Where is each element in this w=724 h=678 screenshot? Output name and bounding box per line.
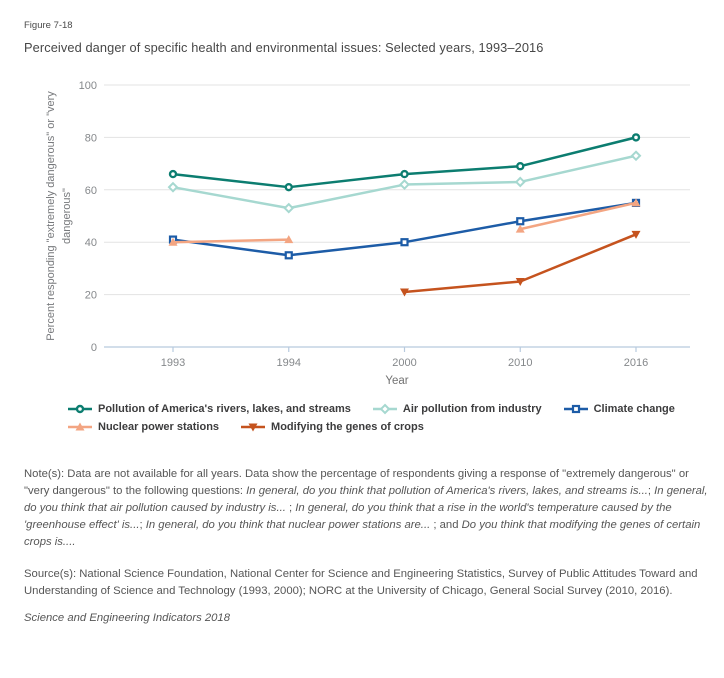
square-marker-icon (517, 218, 523, 224)
notes-segment: In general, do you think that nuclear power stations are... (145, 519, 434, 531)
circle-marker-icon (633, 134, 639, 140)
series-line (173, 203, 636, 255)
diamond-marker-icon (285, 204, 293, 212)
legend-item (373, 403, 542, 415)
y-tick-label: 100 (78, 80, 97, 92)
source-text: Source(s): National Science Foundation, National Center for Science and Engineering Statistics, Survey of Public Attitudes Toward and Understanding of Science and Technology (1993, 2000); NORC at the University of Chicago, General Social Survey (2010, 2016). (24, 568, 698, 597)
x-tick-label: 2000 (392, 357, 417, 369)
circle-marker-icon (402, 171, 408, 177)
series-2 (170, 200, 639, 258)
notes-segment: In general, do you think that air pollution caused by industry is... (24, 485, 708, 514)
notes-segment: Do you think that modifying the genes of certain crops is.... (24, 519, 701, 548)
series-4 (400, 231, 641, 297)
diamond-marker-icon (381, 405, 389, 413)
notes-segment: ; and (433, 519, 462, 531)
x-tick-label: 2016 (623, 357, 649, 369)
y-tick-label: 80 (84, 132, 97, 145)
legend-label: Climate change (593, 403, 675, 415)
circle-marker-icon (286, 184, 292, 190)
square-marker-icon (573, 406, 579, 412)
chart-legend (68, 403, 718, 433)
legend-label: Nuclear power stations (98, 421, 220, 433)
notes-segment: ; (647, 485, 655, 497)
legend-label: Pollution of America's rivers, lakes, and streams (98, 403, 351, 415)
x-axis-title: Year (385, 375, 409, 387)
legend-marker-icon (68, 403, 92, 415)
diamond-marker-icon (632, 152, 640, 160)
report-title: Science and Engineering Indicators 2018 (24, 612, 230, 624)
circle-marker-icon (170, 171, 176, 177)
y-axis-title-line1: Percent responding "extremely dangerous" or "very (45, 91, 57, 341)
series-line (173, 203, 636, 242)
circle-marker-icon (517, 163, 523, 169)
y-axis-title-line2: dangerous" (61, 188, 73, 244)
notes-segment: ; (139, 519, 146, 531)
y-tick-label: 20 (84, 289, 97, 302)
legend-label: Modifying the genes of crops (271, 421, 424, 433)
legend-marker-icon (564, 403, 588, 415)
notes-segment: Note(s): Data are not available for all years. Data show the percentage of respondents giving a response of "extremely dangerous" or "very dangerous" to the following questions: (24, 468, 689, 497)
page-title: Perceived danger of specific health and environmental issues: Selected years, 1993–2016 (24, 40, 544, 55)
y-tick-label: 0 (90, 342, 97, 354)
figure-header (0, 0, 724, 55)
notes-segment: ; (289, 502, 296, 514)
legend-item (68, 403, 351, 415)
notes-segment: In general, do you think that a rise in the world's temperature caused by the 'greenhouse effect' is... (24, 502, 672, 531)
x-tick-label: 1993 (160, 357, 186, 369)
diamond-marker-icon (516, 178, 524, 186)
notes-segment: In general, do you think that pollution of America's rivers, lakes, and streams is... (246, 485, 648, 497)
circle-marker-icon (77, 406, 83, 412)
legend-marker-icon (68, 421, 92, 433)
square-marker-icon (286, 252, 292, 258)
legend-marker-icon (373, 403, 397, 415)
legend-marker-icon (241, 421, 265, 433)
legend-item (241, 421, 424, 433)
diamond-marker-icon (401, 181, 409, 189)
notes-text (24, 466, 712, 551)
legend-item (68, 421, 219, 433)
figure-label: Figure 7-18 (24, 20, 73, 31)
square-marker-icon (402, 239, 408, 245)
legend-label: Air pollution from industry (402, 403, 542, 415)
y-tick-label: 40 (84, 237, 97, 250)
x-tick-label: 2010 (508, 357, 533, 369)
x-tick-label: 1994 (276, 357, 301, 369)
legend-item (564, 403, 675, 415)
y-tick-label: 60 (84, 184, 97, 197)
line-chart-canvas (0, 71, 724, 391)
chart-area (0, 71, 724, 391)
